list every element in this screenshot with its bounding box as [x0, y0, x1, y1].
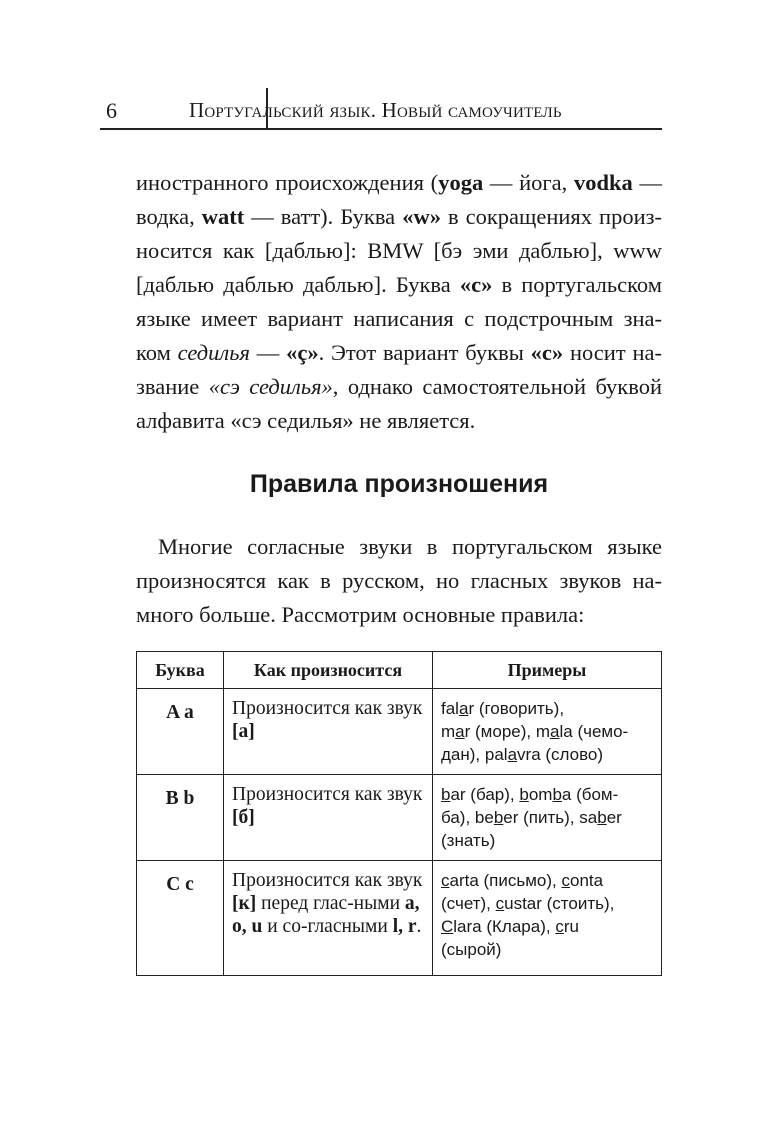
text-line: алфавита «сэ седилья» не является. [136, 408, 476, 433]
intro-paragraph [136, 166, 662, 438]
pronunciation-table [136, 651, 662, 976]
table-row [137, 775, 662, 861]
table-row [137, 689, 662, 775]
column-header-letter: Буква [137, 652, 224, 689]
letter-cell: A a [137, 689, 224, 775]
section-title: Правила произношения [249, 470, 549, 498]
examples-cell: carta (письмо), conta (счет), custar (стоить), Clara (Клара), cru (сырой) [433, 861, 662, 976]
text-line: звание «сэ седилья», однако самостоятельной буквой [136, 374, 662, 399]
text-line: языке имеет вариант написания с подстрочным зна- [136, 306, 662, 331]
table-header-row [137, 652, 662, 689]
running-title: Португальский язык. Новый самоучитель [189, 98, 562, 122]
column-header-pronunciation: Как произносится [224, 652, 433, 689]
text-line: [даблью даблью даблью]. Буква «c» в португальском [136, 272, 662, 297]
running-header [100, 78, 662, 130]
text-line: носится как [даблью]: BMW [бэ эми даблью], www [136, 238, 662, 263]
text-line: произносятся как в русском, но гласных звуков на- [136, 568, 662, 593]
table-row [137, 861, 662, 976]
page-number: 6 [106, 98, 117, 123]
text-line: иностранного происхождения (yoga — йога, vodka — [136, 170, 663, 195]
rules-intro-paragraph [136, 530, 662, 632]
text-line: Многие согласные звуки в португальском языке [158, 534, 662, 559]
pronunciation-cell: Произносится как звук [б] [224, 775, 433, 861]
letter-cell: B b [137, 775, 224, 861]
text-line: ком седилья — «ç». Этот вариант буквы «c» носит на- [136, 340, 663, 365]
pronunciation-cell: Произносится как звук [а] [224, 689, 433, 775]
text-line: водка, watt — ватт). Буква «w» в сокращениях произ- [136, 204, 663, 229]
examples-cell: falar (говорить), mar (море), mala (чемо- дан), palavra (слово) [433, 689, 662, 775]
column-header-examples: Примеры [433, 652, 662, 689]
text-line: много больше. Рассмотрим основные правила: [136, 602, 585, 627]
examples-cell: bar (бар), bomba (бом- ба), beber (пить), saber (знать) [433, 775, 662, 861]
letter-cell: C c [137, 861, 224, 976]
pronunciation-cell: Произносится как звук [к] перед глас-ными a, o, u и со-гласными l, r. [224, 861, 433, 976]
